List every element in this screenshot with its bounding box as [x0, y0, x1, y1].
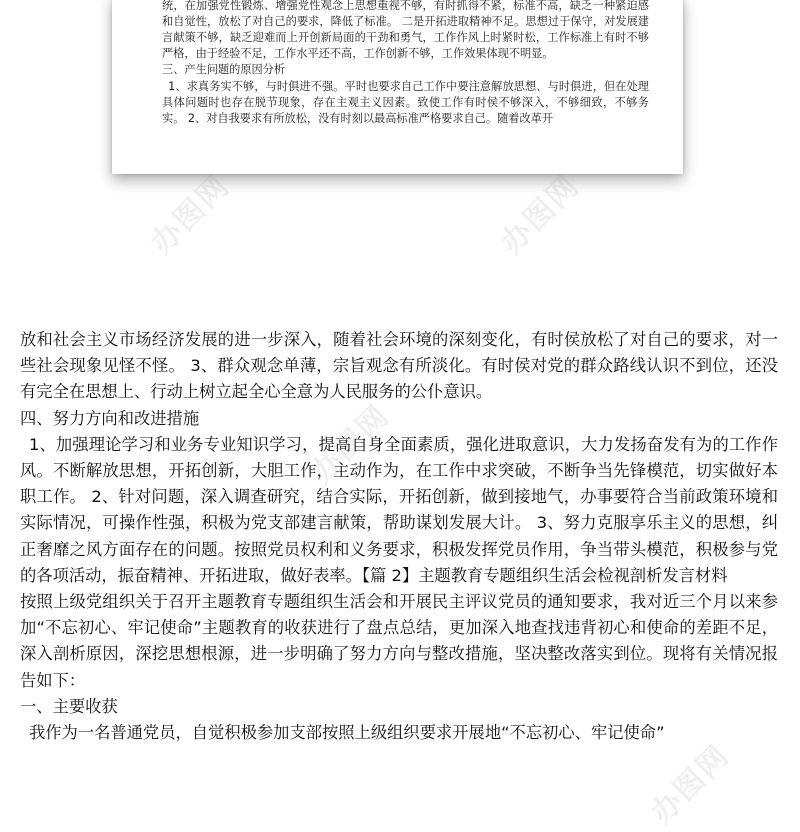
body-paragraph: 放和社会主义市场经济发展的进一步深入，随着社会环境的深刻变化，有时侯放松了对自己的要求，对一些社会现象见怪不怪。 3、群众观念单薄，宗旨观念有所淡化。有时侯对党的群众路线认识不到位，还没有完全在思想上、行动上树立起全心全意为人民服务的公仆意识。	[20, 330, 778, 402]
preview-paragraph: 统，在加强党性锻炼、增强党性观念上思想重视不够，有时抓得不紧，标准不高，缺乏一种紧迫感和自觉性，放松了对自己的要求，降低了标准。 二是开拓进取精神不足。思想过于保守，对发展建言献策不够，缺乏迎难而上开创新局面的干劲和勇气，工作作风上时紧时松，工作标准上有时不够严格，由于经验不足，工作水平还不高，工作创新不够，工作效果体现不明显。	[162, 0, 649, 61]
section-heading: 四、努力方向和改进措施	[20, 408, 200, 428]
preview-heading: 三、产生问题的原因分析	[162, 63, 286, 77]
watermark: 办图网	[304, 398, 397, 491]
preview-text	[162, 0, 649, 127]
section-heading: 一、主要收获	[20, 696, 118, 716]
document-page-preview	[112, 0, 683, 174]
document-body	[20, 327, 778, 746]
body-paragraph: 按照上级党组织关于召开主题教育专题组织生活会和开展民主评议党员的通知要求，我对近三个月以来参加“不忘初心、牢记使命”主题教育的收获进行了盘点总结，更加深入地查找违背初心和使命的差距不足，深入剖析原因，深挖思想根源，进一步明确了努力方向与整改措施，坚决整改落实到位。现将有关情况报告如下：	[20, 592, 778, 690]
watermark: 办图网	[494, 168, 587, 261]
watermark: 办图网	[144, 168, 237, 261]
watermark: 办图网	[644, 738, 737, 831]
body-paragraph: 我作为一名普通党员，自觉积极参加支部按照上级组织要求开展地“不忘初心、牢记使命”	[28, 723, 665, 743]
body-paragraph: 1、加强理论学习和业务专业知识学习，提高自身全面素质，强化进取意识，大力发扬奋发有为的工作作风。不断解放思想，开拓创新，大胆工作，主动作为，在工作中求突破，不断争当先锋模范，切实做好本职工作。 2、针对问题，深入调查研究，结合实际，开拓创新，做到接地气，办事要符合当前政策环境和实际情况，可操作性强，积极为党支部建言献策，帮助谋划发展大计。 3、努力克服享乐主义的思想，纠正奢靡之风方面存在的问题。按照党员权利和义务要求，积极发挥党员作用，争当带头模范，积极参与党的各项活动，振奋精神、开拓进取，做好表率。【篇 2】主题教育专题组织生活会检视剖析发言材料	[20, 434, 778, 585]
preview-paragraph: 1、求真务实不够，与时俱进不强。平时也要求自己工作中要注意解放思想、与时俱进，但在处理具体问题时也存在脱节现象，存在主观主义因素。致使工作有时侯不够深入，不够细致，不够务实。 2、对自我要求有所放松，没有时刻以最高标准严格要求自己。随着改革开	[162, 79, 649, 125]
